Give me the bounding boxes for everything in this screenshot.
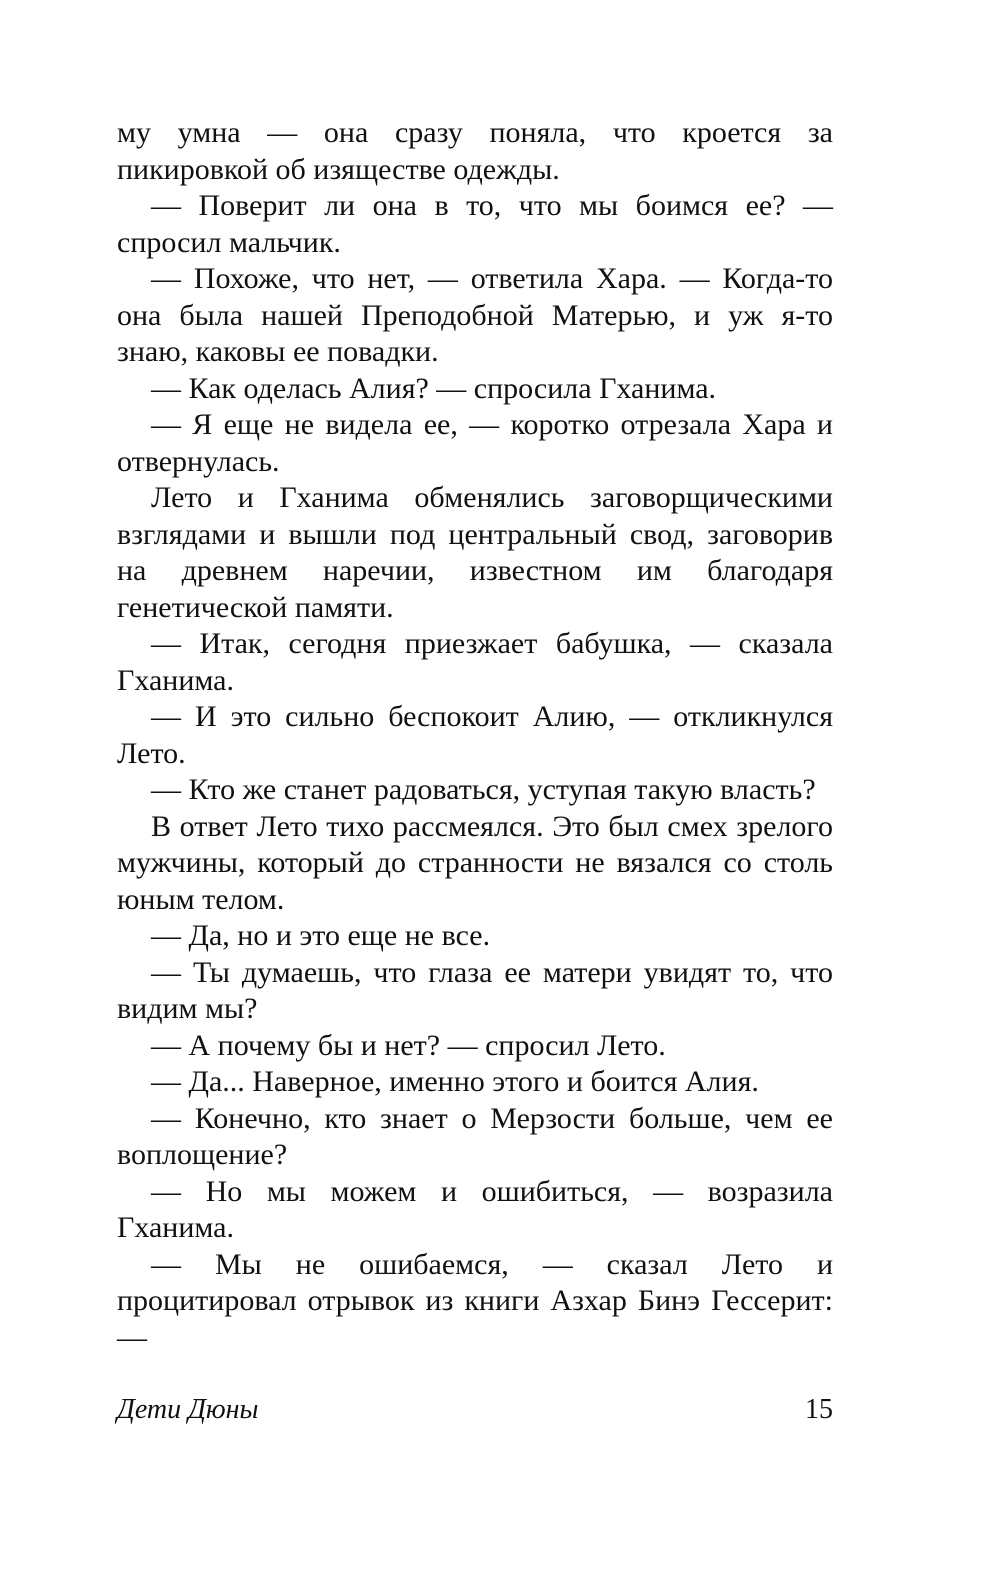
paragraph-1: му умна — она сразу поняла, что кроется за пикировкой об изяществе одежды. <box>117 116 833 186</box>
paragraph-8: — И это сильно беспокоит Алию, — откликнулся Лето. <box>117 700 833 770</box>
paragraph-9: — Кто же станет радоваться, уступая такую власть? <box>151 773 816 806</box>
paragraph-4: — Как оделась Алия? — спросила Гханима. <box>151 371 717 405</box>
paragraph-10: В ответ Лето тихо рассмеялся. Это был смех зрелого мужчины, который до странности не вязался со столь юным телом. <box>117 809 833 916</box>
paragraph-12: — Ты думаешь, что глаза ее матери увидят то, что видим мы? <box>117 955 833 1025</box>
page-body <box>117 115 833 1356</box>
paragraph-7: — Итак, сегодня приезжает бабушка, — сказала Гханима. <box>117 627 833 697</box>
page-number: 15 <box>805 1394 833 1425</box>
paragraph-17: — Мы не ошибаемся, — сказал Лето и процитировал отрывок из книги Азхар Бинэ Гессерит: — <box>117 1247 833 1354</box>
paragraph-2: — Поверит ли она в то, что мы боимся ее? — спросил мальчик. <box>117 189 833 259</box>
paragraph-15: — Конечно, кто знает о Мерзости больше, чем ее воплощение? <box>117 1101 833 1171</box>
running-title: Дети Дюны <box>117 1394 259 1425</box>
paragraph-16: — Но мы можем и ошибиться, — возразила Гханима. <box>117 1174 833 1244</box>
paragraph-6: Лето и Гханима обменялись заговорщическими взглядами и вышли под центральный свод, заговорив на древнем наречии, известном им благодаря генетической памяти. <box>117 481 833 624</box>
paragraph-11: — Да, но и это еще не все. <box>151 919 491 952</box>
page-footer <box>117 1394 833 1426</box>
paragraph-13: — А почему бы и нет? — спросил Лето. <box>151 1028 666 1062</box>
paragraph-5: — Я еще не видела ее, — коротко отрезала Хара и отвернулась. <box>117 408 833 478</box>
paragraph-3: — Похоже, что нет, — ответила Хара. — Когда-то она была нашей Преподобной Матерью, и уж я-то знаю, каковы ее повадки. <box>117 262 833 368</box>
paragraph-14: — Да... Наверное, именно этого и боится Алия. <box>151 1065 759 1098</box>
